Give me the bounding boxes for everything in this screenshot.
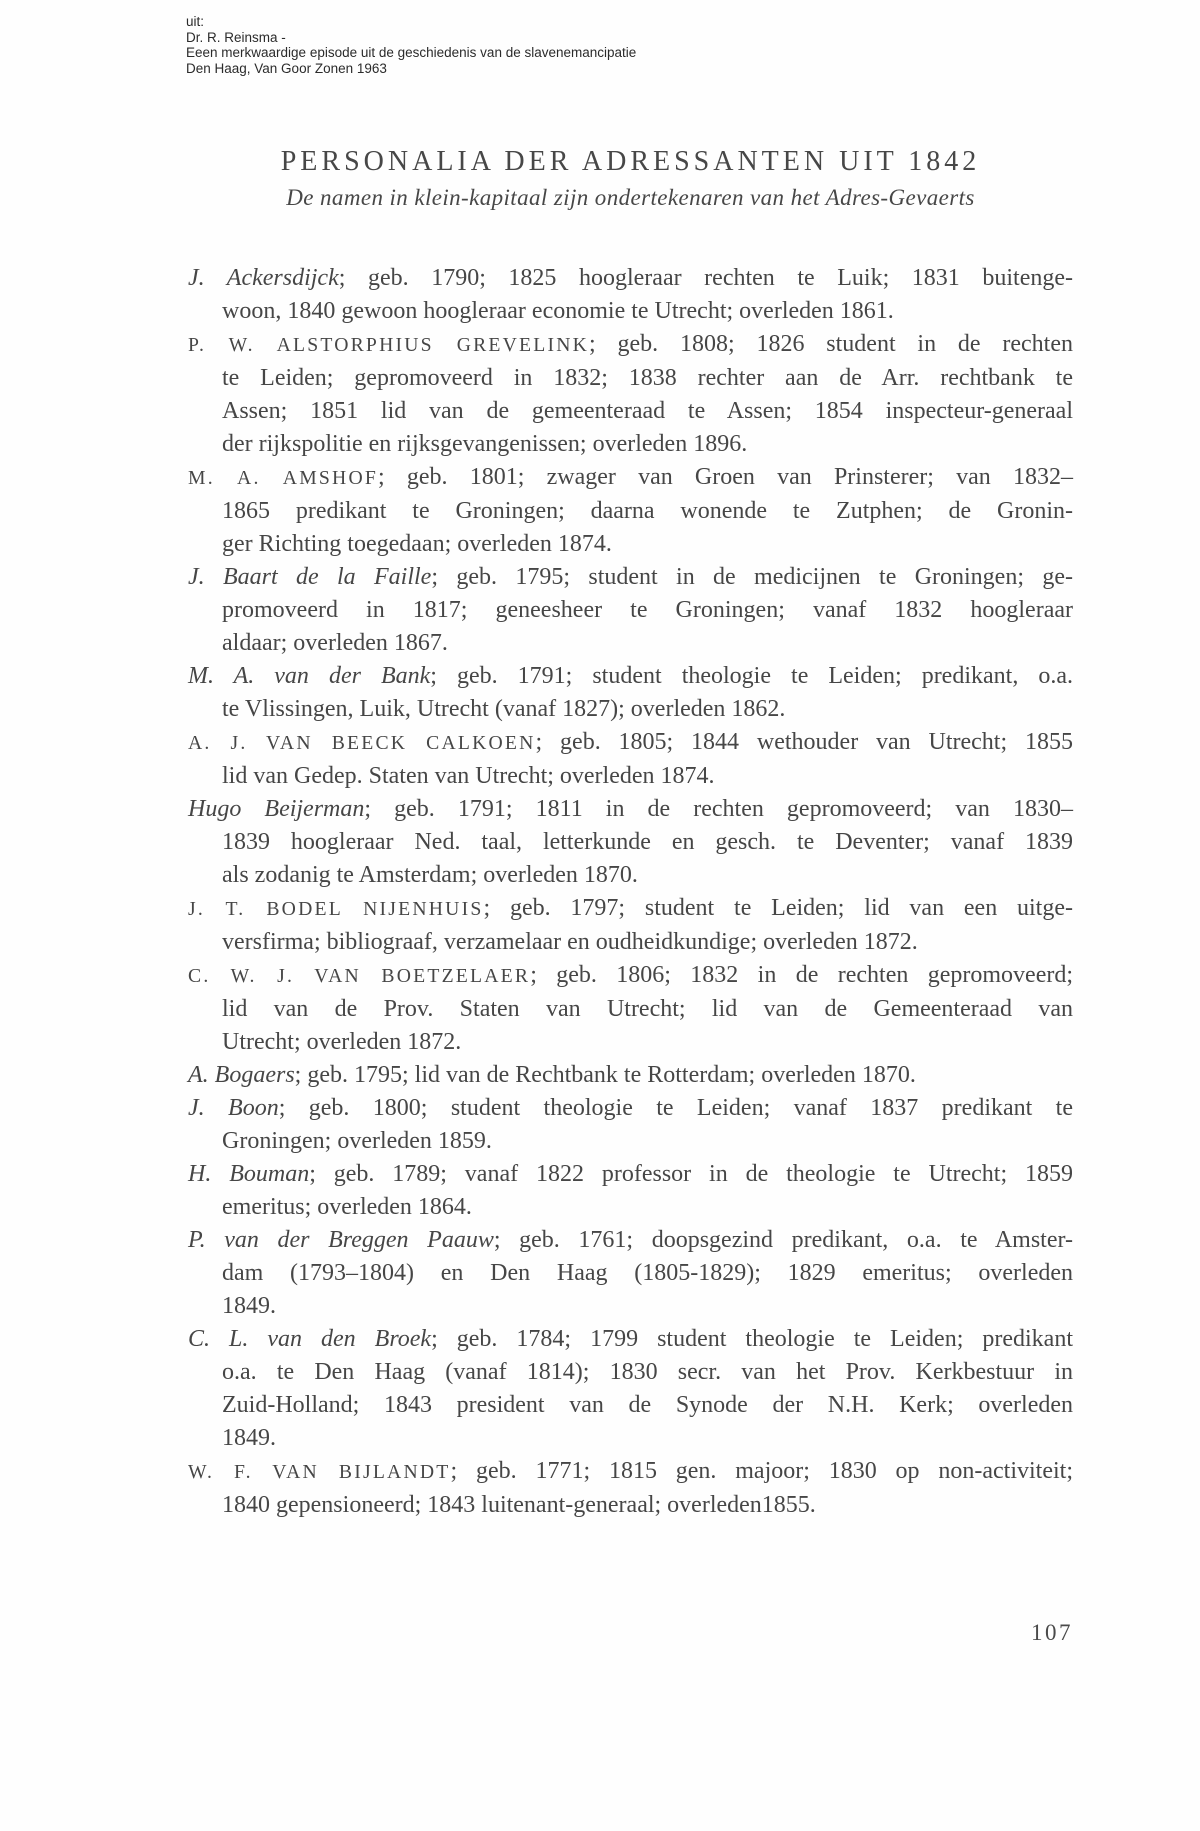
entry: [188, 726, 1073, 793]
entry-line: A. Bogaers; geb. 1795; lid van de Rechtbank te Rotterdam; overleden 1870.: [188, 1062, 916, 1088]
person-name: H. Bouman: [188, 1161, 310, 1187]
person-name: C. W. J. VAN BOETZELAER: [188, 965, 531, 987]
entry: [188, 1158, 1073, 1224]
source-note-line: uit:: [186, 14, 205, 29]
entry-line: ger Richting toegedaan; overleden 1874.: [222, 531, 612, 557]
entry-line: J. Baart de la Faille; geb. 1795; student in de medicijnen te Groningen; ge-: [188, 564, 1073, 590]
page-subtitle: De namen in klein-kapitaal zijn ondertekenaren van het Adres-Gevaerts: [286, 185, 975, 210]
person-name: J. Baart de la Faille: [188, 564, 432, 590]
entry-line: te Vlissingen, Luik, Utrecht (vanaf 1827); overleden 1862.: [222, 696, 786, 722]
entry-line: Assen; 1851 lid van de gemeenteraad te Assen; 1854 inspecteur-generaal: [222, 398, 1073, 424]
person-name: A. Bogaers: [188, 1062, 295, 1088]
entry-line: 1865 predikant te Groningen; daarna wonende te Zutphen; de Gronin-: [222, 498, 1073, 524]
entry-line: als zodanig te Amsterdam; overleden 1870.: [222, 862, 638, 888]
entry-line: lid van de Prov. Staten van Utrecht; lid van de Gemeenteraad van: [222, 996, 1073, 1022]
entry-line: M. A. van der Bank; geb. 1791; student theologie te Leiden; predikant, o.a.: [188, 663, 1073, 689]
entry: [188, 793, 1073, 892]
entry-line: 1849.: [222, 1425, 276, 1451]
person-name: J. T. BODEL NIJENHUIS: [188, 898, 484, 920]
entry-line: P. W. ALSTORPHIUS GREVELINK; geb. 1808; 1826 student in de rechten: [188, 331, 1073, 357]
entry-line: emeritus; overleden 1864.: [222, 1194, 472, 1220]
entry-line: W. F. VAN BIJLANDT; geb. 1771; 1815 gen. majoor; 1830 op non-activiteit;: [188, 1458, 1073, 1484]
entry-line: C. L. van den Broek; geb. 1784; 1799 student theologie te Leiden; predikant: [188, 1326, 1073, 1352]
entry-line: promoveerd in 1817; geneesheer te Groningen; vanaf 1832 hoogleraar: [222, 597, 1073, 623]
entry-line: P. van der Breggen Paauw; geb. 1761; doopsgezind predikant, o.a. te Amster-: [188, 1227, 1073, 1253]
entry: [188, 1455, 1073, 1522]
entry: [188, 1059, 1073, 1092]
person-name: Hugo Beijerman: [188, 796, 365, 822]
person-name: C. L. van den Broek: [188, 1326, 432, 1352]
entry: [188, 561, 1073, 660]
entry-line: 1839 hoogleraar Ned. taal, letterkunde en gesch. te Deventer; vanaf 1839: [222, 829, 1073, 855]
entry-line: C. W. J. VAN BOETZELAER; geb. 1806; 1832 in de rechten gepromoveerd;: [188, 962, 1074, 988]
entry-line: woon, 1840 gewoon hoogleraar economie te Utrecht; overleden 1861.: [222, 298, 894, 324]
entry-line: Groningen; overleden 1859.: [222, 1128, 492, 1154]
entry: [188, 660, 1073, 726]
entry-line: J. Boon; geb. 1800; student theologie te Leiden; vanaf 1837 predikant te: [188, 1095, 1074, 1121]
person-name: J. Ackersdijck: [188, 265, 339, 291]
person-name: P. van der Breggen Paauw: [188, 1227, 494, 1253]
entry: [188, 1092, 1073, 1158]
source-note-line: Den Haag, Van Goor Zonen 1963: [186, 60, 387, 76]
page-number: 107: [1031, 1620, 1073, 1645]
entry: [188, 959, 1073, 1059]
entry-line: o.a. te Den Haag (vanaf 1814); 1830 secr. van het Prov. Kerkbestuur in: [222, 1359, 1073, 1385]
entry: [188, 328, 1073, 461]
entry-line: te Leiden; gepromoveerd in 1832; 1838 rechter aan de Arr. rechtbank te: [222, 365, 1073, 391]
entry-line: Zuid-Holland; 1843 president van de Synode der N.H. Kerk; overleden: [222, 1392, 1073, 1418]
source-note-line: Eeen merkwaardige episode uit de geschiedenis van de slavenemancipatie: [186, 45, 637, 60]
page-title: PERSONALIA DER ADRESSANTEN UIT 1842: [280, 146, 981, 177]
entry-line: M. A. AMSHOF; geb. 1801; zwager van Groen van Prinsterer; van 1832–: [188, 464, 1073, 490]
entry-line: der rijkspolitie en rijksgevangenissen; overleden 1896.: [222, 431, 748, 457]
person-name: M. A. AMSHOF: [188, 467, 378, 489]
entry-line: H. Bouman; geb. 1789; vanaf 1822 professor in de theologie te Utrecht; 1859: [188, 1161, 1073, 1187]
person-name: A. J. VAN BEECK CALKOEN: [188, 732, 536, 754]
entry-line: J. T. BODEL NIJENHUIS; geb. 1797; student te Leiden; lid van een uitge-: [188, 895, 1073, 921]
person-name: P. W. ALSTORPHIUS GREVELINK: [188, 334, 590, 356]
heading-block: [188, 146, 1073, 211]
entry-line: 1840 gepensioneerd; 1843 luitenant-generaal; overleden1855.: [222, 1492, 816, 1518]
entry-line: Utrecht; overleden 1872.: [222, 1029, 462, 1055]
entry-line: Hugo Beijerman; geb. 1791; 1811 in de rechten gepromoveerd; van 1830–: [188, 796, 1074, 822]
entry-line: aldaar; overleden 1867.: [222, 630, 448, 656]
entry: [188, 461, 1073, 561]
source-note: [186, 14, 636, 76]
entry-line: A. J. VAN BEECK CALKOEN; geb. 1805; 1844 wethouder van Utrecht; 1855: [188, 729, 1073, 755]
entry-line: J. Ackersdijck; geb. 1790; 1825 hoogleraar rechten te Luik; 1831 buitenge-: [188, 265, 1074, 291]
entry: [188, 892, 1073, 959]
entry: [188, 1224, 1073, 1323]
person-name: J. Boon: [188, 1095, 279, 1121]
entry-line: lid van Gedep. Staten van Utrecht; overleden 1874.: [222, 763, 715, 789]
person-name: W. F. VAN BIJLANDT: [188, 1461, 451, 1483]
entries: [188, 262, 1073, 1522]
entry-line: versfirma; bibliograaf, verzamelaar en oudheidkundige; overleden 1872.: [222, 929, 918, 955]
entry: [188, 262, 1073, 328]
entry: [188, 1323, 1073, 1455]
entry-line: 1849.: [222, 1293, 276, 1319]
source-note-line: Dr. R. Reinsma -: [186, 29, 286, 45]
person-name: M. A. van der Bank: [188, 663, 431, 689]
entry-line: dam (1793–1804) en Den Haag (1805-1829); 1829 emeritus; overleden: [222, 1260, 1073, 1286]
